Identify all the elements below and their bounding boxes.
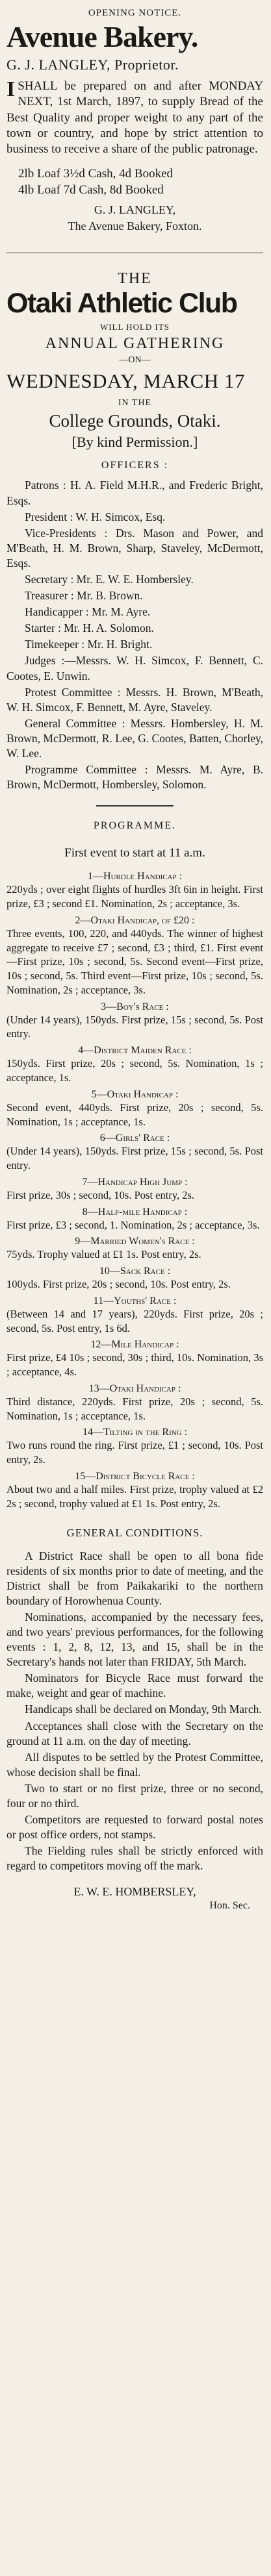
start-line: First event to start at 11 a.m. bbox=[64, 846, 205, 860]
event-title: 6—Girls' Race : bbox=[99, 1132, 170, 1144]
condition-paragraph: Two to start or no first prize, three or no second, four or no third. bbox=[6, 1781, 263, 1810]
officers-list bbox=[6, 478, 263, 792]
event-item bbox=[6, 1207, 263, 1232]
price-line: 2lb Loaf 3½d Cash, 4d Booked bbox=[18, 166, 174, 181]
event-title: 8—Half-mile Handicap : bbox=[82, 1206, 188, 1218]
otaki-in-the: IN THE bbox=[118, 398, 152, 408]
condition-paragraph: Nominators for Bicycle Race must forward the make, weight and gear of machine. bbox=[6, 1671, 263, 1700]
event-item bbox=[6, 1295, 263, 1336]
event-title: 7—Handicap High Jump : bbox=[82, 1176, 188, 1188]
officer-line: Secretary : Mr. E. W. E. Hombersley. bbox=[25, 573, 194, 586]
otaki-will-hold: WILL HOLD ITS bbox=[99, 322, 170, 332]
otaki-title: Otaki Athletic Club bbox=[6, 288, 237, 319]
secretary-role: Hon. Sec. bbox=[209, 1900, 250, 1912]
bakery-proprietor: G. J. LANGLEY, Proprietor. bbox=[6, 56, 179, 73]
programme-heading: PROGRAMME. bbox=[93, 820, 177, 832]
condition-paragraph: Competitors are requested to forward postal notes or post office orders, not stamps. bbox=[6, 1813, 263, 1842]
event-title: 4—District Maiden Race : bbox=[78, 1045, 192, 1057]
officer-line: Patrons : H. A. Field M.H.R., and Frederic Bright, Esqs. bbox=[6, 479, 263, 507]
otaki-advert bbox=[6, 270, 263, 1912]
event-item bbox=[6, 1383, 263, 1423]
event-item bbox=[6, 1427, 263, 1467]
officer-line: Timekeeper : Mr. H. Bright. bbox=[25, 638, 153, 651]
officer-line: President : W. H. Simcox, Esq. bbox=[25, 510, 166, 523]
event-body: First prize, £4 10s ; second, 30s ; third, 10s. Nomination, 3s ; acceptance, 4s. bbox=[6, 1351, 263, 1379]
event-title: 1—Hurdle Handicap : bbox=[87, 871, 183, 882]
event-item bbox=[6, 871, 263, 911]
bakery-title: Avenue Bakery. bbox=[6, 20, 198, 53]
event-body: First prize, £3 ; second, 1. Nomination, 2s ; acceptance, 3s. bbox=[6, 1218, 260, 1231]
otaki-annual: ANNUAL GATHERING bbox=[45, 335, 225, 353]
bakery-prices bbox=[18, 166, 263, 198]
event-title: 15—District Bicycle Race : bbox=[75, 1470, 195, 1482]
event-item bbox=[6, 1089, 263, 1129]
secretary-name: E. W. E. HOMBERSLEY, bbox=[73, 1885, 196, 1899]
otaki-permission: [By kind Permission.] bbox=[71, 434, 198, 451]
conditions-list bbox=[6, 1549, 263, 1874]
event-title: 2—Otaki Handicap, of £20 : bbox=[75, 914, 195, 926]
price-line: 4lb Loaf 7d Cash, 8d Booked bbox=[18, 182, 164, 197]
event-body: Three events, 100, 220, and 440yds. The winner of highest aggregate to receive £7 ; second, £3 ; third, £1. First event—First prize, 10s ; second, 5s. Second event—First prize, 10s ; second, 5s. Third event—First prize, 10s ; second, 5s. Nomination, 2s ; acceptance, 3s. bbox=[6, 927, 263, 996]
event-body: 100yds. First prize, 20s ; second, 10s. Post entry, 2s. bbox=[6, 1278, 231, 1291]
event-title: 11—Youths' Race : bbox=[93, 1295, 177, 1307]
section-divider bbox=[96, 805, 174, 807]
event-item bbox=[6, 1266, 263, 1292]
event-body: 75yds. Trophy valued at £1 1s. Post entry, 2s. bbox=[6, 1248, 201, 1261]
event-title: 10—Sack Race : bbox=[99, 1266, 171, 1277]
event-title: 5—Otaki Handicap : bbox=[91, 1088, 179, 1100]
conditions-heading: GENERAL CONDITIONS. bbox=[66, 1526, 203, 1539]
officer-line: Handicapper : Mr. M. Ayre. bbox=[25, 605, 151, 619]
officer-line: General Committee : Messrs. Hombersley, H. M. Brown, McDermott, R. Lee, G. Cootes, Batten, Chorley, W. Lee. bbox=[6, 716, 263, 760]
bakery-kicker: OPENING NOTICE. bbox=[88, 8, 182, 18]
event-item bbox=[6, 1001, 263, 1042]
event-body: 150yds. First prize, 20s ; second, 5s. Nomination, 1s ; acceptance, 1s. bbox=[6, 1057, 263, 1084]
officer-line: Starter : Mr. H. A. Solomon. bbox=[25, 621, 154, 635]
dropcap: I bbox=[6, 77, 16, 102]
bakery-signature-name: G. J. LANGLEY, bbox=[94, 203, 176, 217]
condition-paragraph: All disputes to be settled by the Protest Committee, whose decision shall be final. bbox=[6, 1750, 263, 1779]
event-title: 3—Boy's Race : bbox=[101, 1001, 169, 1012]
condition-paragraph: Handicaps shall be declared on Monday, 9th March. bbox=[25, 1703, 262, 1716]
officer-line: Programme Committee : Messrs. M. Ayre, B. Brown, McDermott, Hombersley, Solomon. bbox=[6, 763, 263, 792]
officer-line: Judges :—Messrs. W. H. Simcox, F. Bennett, C. Cootes, E. Unwin. bbox=[6, 654, 263, 682]
condition-paragraph: Acceptances shall close with the Secretary on the ground at 11 a.m. on the day of meeting. bbox=[6, 1719, 263, 1747]
otaki-date: WEDNESDAY, MARCH 17 bbox=[6, 369, 245, 393]
otaki-venue: College Grounds, Otaki. bbox=[49, 411, 221, 431]
event-item bbox=[6, 1236, 263, 1262]
event-title: 14—Tilting in the Ring : bbox=[82, 1427, 188, 1438]
bakery-notice bbox=[6, 79, 263, 157]
bakery-notice-text: SHALL be prepared on and after MONDAY NEXT, 1st March, 1897, to supply Bread of the Best Quality and proper weight to any part of the town or country, and hope by strict attention to business to receive a share of the public patronage. bbox=[6, 79, 263, 156]
events-list bbox=[6, 871, 263, 1510]
event-body: (Under 14 years), 150yds. First prize, 15s ; second, 5s. Post entry. bbox=[6, 1013, 263, 1040]
event-body: (Between 14 and 17 years), 220yds. First prize, 20s ; second, 5s. Post entry, 1s 6d. bbox=[6, 1307, 263, 1334]
event-body: (Under 14 years), 150yds. First prize, 15s ; second, 5s. Post entry. bbox=[6, 1145, 263, 1172]
event-body: Second event, 440yds. First prize, 20s ; second, 5s. Nomination, 1s ; acceptance, 1s. bbox=[6, 1101, 263, 1128]
officer-line: Treasurer : Mr. B. Brown. bbox=[25, 589, 143, 603]
officer-line: Vice-Presidents : Drs. Mason and Power, and M'Beath, H. M. Brown, Sharp, Staveley, McDermott, Esqs. bbox=[6, 526, 263, 569]
officer-line: Protest Committee : Messrs. H. Brown, M'Beath, W. H. Simcox, F. Bennett, M. Ayre, Staveley. bbox=[6, 685, 263, 714]
condition-paragraph: The Fielding rules shall be strictly enforced with regard to competitors moving off the mark. bbox=[6, 1844, 263, 1873]
event-item bbox=[6, 1471, 263, 1511]
condition-paragraph: A District Race shall be open to all bona fide residents of six months prior to date of meeting, and the District shall be from Paikakariki to the northern boundary of Horowhenua County. bbox=[6, 1549, 263, 1607]
otaki-the: THE bbox=[118, 270, 152, 288]
event-body: First prize, 30s ; second, 10s. Post entry, 2s. bbox=[6, 1188, 195, 1201]
event-item bbox=[6, 915, 263, 997]
event-title: 12—Mile Handicap : bbox=[90, 1339, 179, 1351]
condition-paragraph: Nominations, accompanied by the necessary fees, and two years' previous performances, for the following events : 1, 2, 8, 12, 13, and 15, shall be in the Secretary's hands not later than FRIDAY, 5th March. bbox=[6, 1610, 263, 1669]
event-item bbox=[6, 1045, 263, 1085]
event-title: 9—Married Women's Race : bbox=[75, 1236, 195, 1247]
bakery-signature-place: The Avenue Bakery, Foxton. bbox=[68, 219, 202, 233]
event-item bbox=[6, 1177, 263, 1203]
otaki-on: —ON— bbox=[119, 355, 151, 366]
event-body: 220yds ; over eight flights of hurdles 3ft 6in in height. First prize, £3 ; second £1. Nomination, 2s ; acceptance, 3s. bbox=[6, 883, 263, 910]
officers-heading: OFFICERS : bbox=[101, 460, 169, 471]
bakery-advert bbox=[6, 8, 263, 233]
event-item bbox=[6, 1339, 263, 1379]
event-body: Two runs round the ring. First prize, £1 ; second, 10s. Post entry, 2s. bbox=[6, 1439, 263, 1466]
event-body: About two and a half miles. First prize, trophy valued at £2 2s ; second, trophy valued at £1 1s. Post entry, 2s. bbox=[6, 1482, 263, 1510]
event-body: Third distance, 220yds. First prize, 20s ; second, 5s. Nomination, 1s ; acceptance, 1s. bbox=[6, 1395, 263, 1422]
event-item bbox=[6, 1132, 263, 1173]
event-title: 13—Otaki Handicap : bbox=[88, 1382, 181, 1394]
